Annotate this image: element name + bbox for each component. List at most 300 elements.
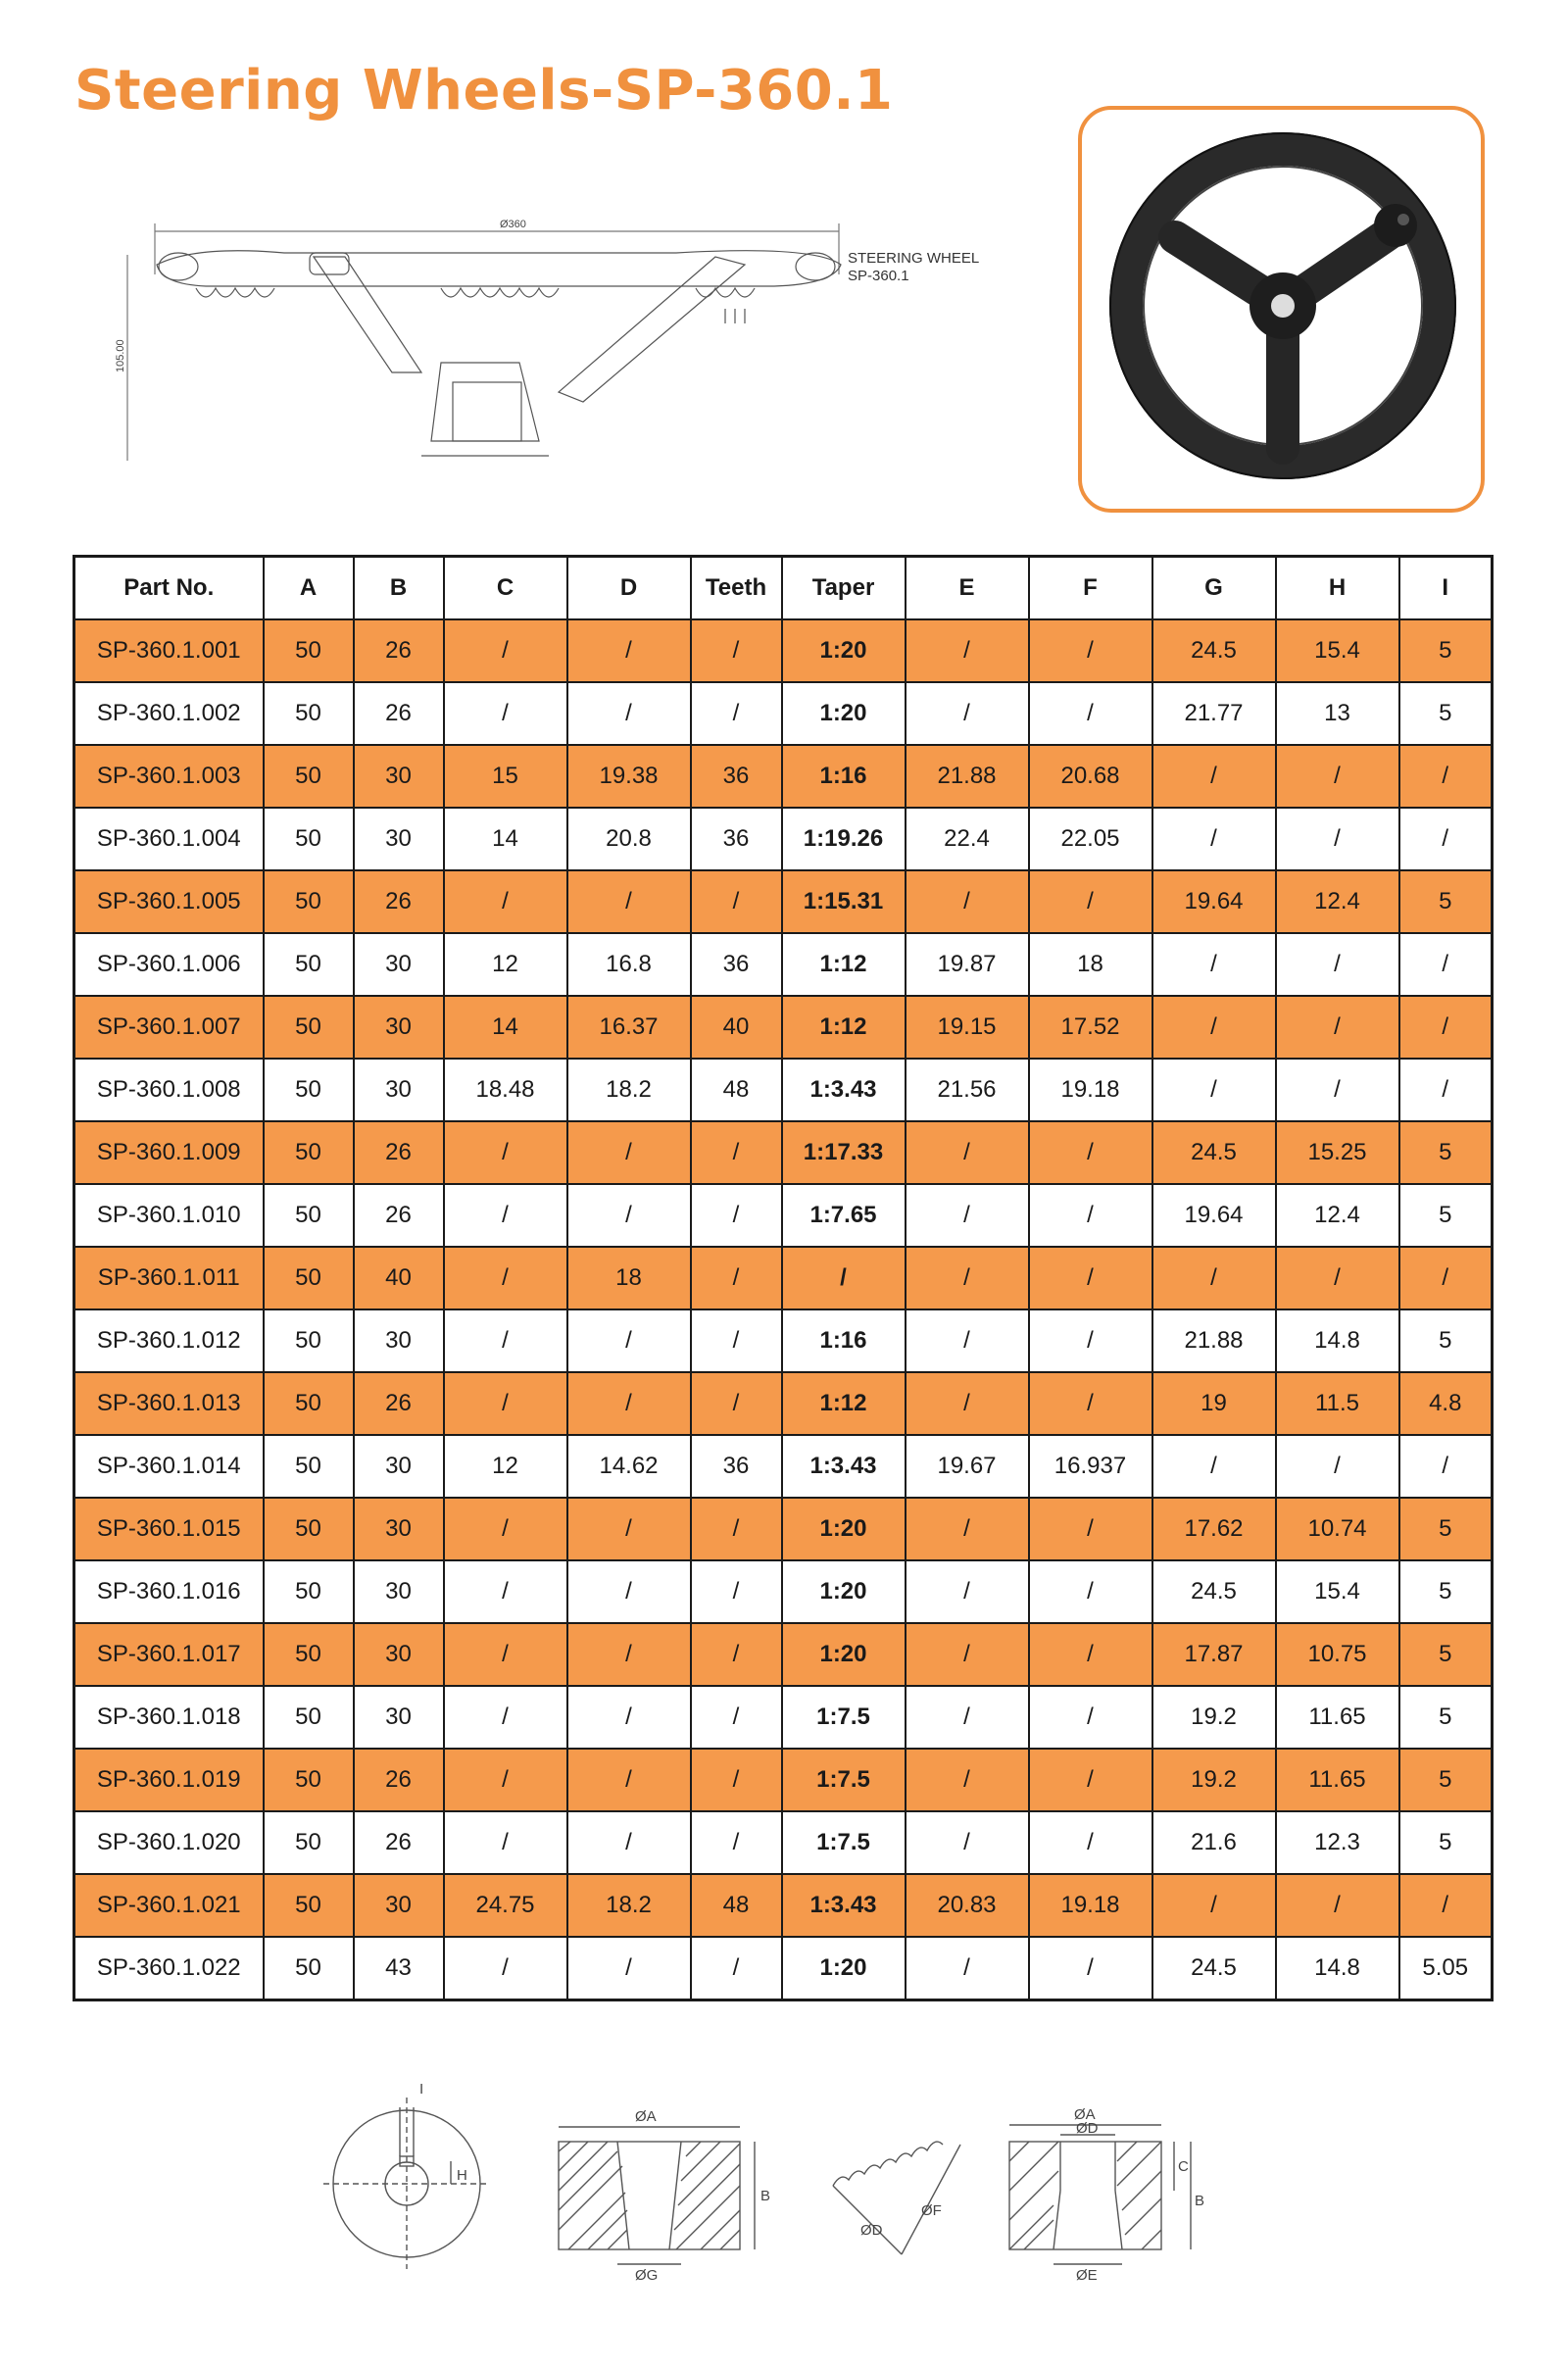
table-cell: / [1152,1874,1276,1937]
table-cell: 36 [691,745,782,808]
table-cell: / [1399,1435,1493,1498]
steering-wheel-image [1082,110,1481,509]
table-cell: SP-360.1.019 [74,1749,264,1811]
table-cell: 16.37 [567,996,691,1059]
table-cell: 5 [1399,682,1493,745]
table-cell: 14 [444,996,567,1059]
table-cell: SP-360.1.017 [74,1623,264,1686]
table-cell: 1:20 [782,1560,906,1623]
table-cell: 1:20 [782,1937,906,2000]
table-cell: 30 [354,1686,444,1749]
table-cell: 1:20 [782,1623,906,1686]
table-row [74,1937,1493,2000]
table-cell: 30 [354,1874,444,1937]
table-cell: 17.87 [1152,1623,1276,1686]
table-cell: 50 [264,682,354,745]
label-d2: ØD [1076,2120,1099,2137]
table-cell: / [691,1937,782,2000]
table-cell: SP-360.1.010 [74,1184,264,1247]
table-cell: / [444,619,567,682]
table-row [74,933,1493,996]
table-cell: / [444,1247,567,1309]
table-row [74,1874,1493,1937]
table-row [74,1372,1493,1435]
table-cell: 19.67 [906,1435,1029,1498]
table-cell: 50 [264,1498,354,1560]
label-f: ØF [921,2202,942,2219]
table-cell: 20.8 [567,808,691,870]
table-cell: / [567,1937,691,2000]
table-cell: 21.88 [906,745,1029,808]
table-cell: / [1029,1686,1152,1749]
table-cell: / [1152,996,1276,1059]
spec-table [73,555,1494,2001]
table-cell: 19.2 [1152,1686,1276,1749]
table-cell: / [1029,1623,1152,1686]
table-cell: / [444,1937,567,2000]
header-cell: H [1276,557,1399,620]
table-cell: 40 [354,1247,444,1309]
table-cell: 50 [264,1372,354,1435]
table-cell: / [906,1937,1029,2000]
table-cell: 50 [264,1686,354,1749]
table-cell: / [1029,1121,1152,1184]
table-cell: / [906,1309,1029,1372]
table-cell: / [1029,619,1152,682]
table-cell: / [1276,1247,1399,1309]
table-cell: 26 [354,1749,444,1811]
label-i: I [419,2081,424,2098]
table-cell: 12 [444,933,567,996]
header-cell: B [354,557,444,620]
table-cell: / [567,682,691,745]
table-cell: 10.75 [1276,1623,1399,1686]
table-cell: / [1399,1874,1493,1937]
table-cell: 19.18 [1029,1059,1152,1121]
table-cell: 30 [354,1309,444,1372]
table-cell: 11.65 [1276,1749,1399,1811]
table-cell: 1:20 [782,682,906,745]
table-row [74,996,1493,1059]
table-cell: 14 [444,808,567,870]
table-cell: 26 [354,682,444,745]
table-row [74,1623,1493,1686]
table-cell: / [444,1749,567,1811]
diameter-dimension: Ø360 [500,219,526,230]
table-cell: 19.15 [906,996,1029,1059]
table-cell: 20.68 [1029,745,1152,808]
table-cell: 30 [354,996,444,1059]
table-cell: / [1029,1560,1152,1623]
table-cell: / [567,1309,691,1372]
table-cell: SP-360.1.003 [74,745,264,808]
table-cell: 5 [1399,1560,1493,1623]
table-cell: 5 [1399,619,1493,682]
table-cell: 50 [264,933,354,996]
table-cell: 48 [691,1874,782,1937]
table-row [74,1309,1493,1372]
table-cell: 1:3.43 [782,1059,906,1121]
table-row [74,1811,1493,1874]
table-cell: / [1276,1435,1399,1498]
table-cell: / [691,870,782,933]
table-cell: 19.64 [1152,1184,1276,1247]
table-row [74,1749,1493,1811]
table-cell: SP-360.1.013 [74,1372,264,1435]
label-a2: ØA [1074,2106,1096,2123]
header-cell: G [1152,557,1276,620]
table-cell: / [691,682,782,745]
table-cell: 50 [264,619,354,682]
table-cell: / [567,1560,691,1623]
table-cell: 5.05 [1399,1937,1493,2000]
table-cell: / [906,1121,1029,1184]
table-cell: SP-360.1.007 [74,996,264,1059]
table-cell: 1:16 [782,745,906,808]
table-cell: 48 [691,1059,782,1121]
table-cell: 1:7.5 [782,1749,906,1811]
header-cell: Teeth [691,557,782,620]
table-cell: 12.4 [1276,870,1399,933]
table-cell: / [1029,1498,1152,1560]
table-cell: 30 [354,808,444,870]
table-cell: 21.56 [906,1059,1029,1121]
table-cell: / [906,1560,1029,1623]
drawing-label-line1: STEERING WHEEL [848,250,980,267]
table-cell: / [567,1372,691,1435]
table-cell: SP-360.1.022 [74,1937,264,2000]
table-cell: 13 [1276,682,1399,745]
table-cell: 21.77 [1152,682,1276,745]
table-cell: 50 [264,1623,354,1686]
table-cell: / [1399,933,1493,996]
table-cell: SP-360.1.018 [74,1686,264,1749]
table-cell: / [691,1184,782,1247]
table-cell: 50 [264,1874,354,1937]
table-row [74,1435,1493,1498]
label-b2: B [1195,2193,1205,2209]
table-cell: / [1029,1811,1152,1874]
table-cell: / [906,1686,1029,1749]
table-cell: SP-360.1.008 [74,1059,264,1121]
table-cell: 43 [354,1937,444,2000]
table-row [74,682,1493,745]
technical-drawing [88,216,1029,480]
table-cell: / [1152,808,1276,870]
header-cell: C [444,557,567,620]
table-row [74,1059,1493,1121]
table-cell: 26 [354,1121,444,1184]
table-cell: / [444,1686,567,1749]
table-cell: / [1276,1059,1399,1121]
table-cell: 14.8 [1276,1937,1399,2000]
table-cell: 1:16 [782,1309,906,1372]
table-cell: 30 [354,1623,444,1686]
table-cell: 5 [1399,1184,1493,1247]
table-cell: 50 [264,1121,354,1184]
table-cell: SP-360.1.006 [74,933,264,996]
table-cell: 16.937 [1029,1435,1152,1498]
header-cell: E [906,557,1029,620]
table-cell: / [1152,745,1276,808]
label-g: ØG [635,2267,659,2284]
table-cell: 24.5 [1152,1937,1276,2000]
table-cell: 50 [264,745,354,808]
header-cell: Part No. [74,557,264,620]
table-cell: / [567,1749,691,1811]
table-cell: 50 [264,1435,354,1498]
table-row [74,1121,1493,1184]
table-row [74,1686,1493,1749]
table-cell: 1:20 [782,1498,906,1560]
table-cell: / [567,1811,691,1874]
table-cell: / [906,1811,1029,1874]
table-cell: 30 [354,1498,444,1560]
table-cell: 12.3 [1276,1811,1399,1874]
table-row [74,1498,1493,1560]
table-cell: / [1029,1309,1152,1372]
table-cell: / [906,682,1029,745]
table-cell: 40 [691,996,782,1059]
table-cell: 50 [264,808,354,870]
table-cell: 5 [1399,1623,1493,1686]
table-cell: 24.5 [1152,1121,1276,1184]
table-cell: / [444,1560,567,1623]
table-cell: / [691,1498,782,1560]
table-cell: 50 [264,1247,354,1309]
table-cell: / [1152,933,1276,996]
label-e: ØE [1076,2267,1098,2284]
header-cell: I [1399,557,1493,620]
table-cell: SP-360.1.005 [74,870,264,933]
table-cell: / [1029,1247,1152,1309]
table-cell: / [1152,1247,1276,1309]
table-cell: / [444,1309,567,1372]
table-cell: SP-360.1.020 [74,1811,264,1874]
table-cell: / [567,1686,691,1749]
table-cell: SP-360.1.011 [74,1247,264,1309]
table-cell: 24.5 [1152,619,1276,682]
header-cell: F [1029,557,1152,620]
table-cell: / [906,619,1029,682]
table-cell: 18.48 [444,1059,567,1121]
table-cell: 5 [1399,1121,1493,1184]
table-cell: / [691,1811,782,1874]
table-cell: 19.38 [567,745,691,808]
table-cell: 1:7.65 [782,1184,906,1247]
table-cell: 15.4 [1276,619,1399,682]
table-cell: / [567,1184,691,1247]
table-cell: / [1029,682,1152,745]
table-cell: / [1276,1874,1399,1937]
table-cell: 17.62 [1152,1498,1276,1560]
table-cell: 18 [1029,933,1152,996]
table-cell: 50 [264,1937,354,2000]
table-cell: 50 [264,996,354,1059]
table-cell: 26 [354,1372,444,1435]
table-cell: / [906,1749,1029,1811]
table-cell: 26 [354,870,444,933]
table-cell: / [691,1247,782,1309]
table-cell: 24.75 [444,1874,567,1937]
table-cell: 18 [567,1247,691,1309]
table-cell: / [1029,1937,1152,2000]
table-body [74,619,1493,2000]
table-cell: SP-360.1.002 [74,682,264,745]
table-cell: / [567,1121,691,1184]
header-cell: Taper [782,557,906,620]
table-cell: SP-360.1.001 [74,619,264,682]
table-cell: / [906,1372,1029,1435]
table-cell: 30 [354,1560,444,1623]
product-photo-frame [1078,106,1485,513]
label-c: C [1178,2158,1189,2175]
table-cell: / [906,1623,1029,1686]
height-dimension: 105.00 [115,339,126,372]
header-cell: A [264,557,354,620]
table-cell: 5 [1399,1811,1493,1874]
table-cell: / [444,870,567,933]
table-cell: / [1276,745,1399,808]
drawing-label-line2: SP-360.1 [848,268,909,284]
table-cell: 4.8 [1399,1372,1493,1435]
table-cell: SP-360.1.004 [74,808,264,870]
table-cell: 1:12 [782,1372,906,1435]
table-cell: 30 [354,933,444,996]
table-cell: 50 [264,1749,354,1811]
table-cell: / [444,1184,567,1247]
table-cell: 21.88 [1152,1309,1276,1372]
table-cell: / [1399,808,1493,870]
table-cell: / [567,1498,691,1560]
table-cell: / [444,1498,567,1560]
table-cell: 50 [264,1059,354,1121]
table-cell: 22.05 [1029,808,1152,870]
table-cell: / [1399,745,1493,808]
table-cell: / [1029,1372,1152,1435]
table-cell: 15 [444,745,567,808]
table-cell: / [567,619,691,682]
table-cell: / [1399,1059,1493,1121]
table-cell: 50 [264,870,354,933]
table-cell: 50 [264,1184,354,1247]
table-cell: / [1276,933,1399,996]
table-cell: / [691,1560,782,1623]
table-cell: / [1276,808,1399,870]
table-cell: 30 [354,1059,444,1121]
table-cell: 19.64 [1152,870,1276,933]
table-cell: 30 [354,745,444,808]
table-header-row [74,557,1493,620]
table-cell: 14.62 [567,1435,691,1498]
table-cell: SP-360.1.021 [74,1874,264,1937]
table-cell: 36 [691,933,782,996]
table-cell: / [1029,1749,1152,1811]
table-cell: SP-360.1.014 [74,1435,264,1498]
table-row [74,1184,1493,1247]
table-cell: 36 [691,1435,782,1498]
table-cell: / [691,619,782,682]
table-cell: / [567,870,691,933]
table-cell: / [1399,996,1493,1059]
table-cell: 50 [264,1560,354,1623]
table-cell: 19 [1152,1372,1276,1435]
table-cell: SP-360.1.009 [74,1121,264,1184]
table-cell: 12.4 [1276,1184,1399,1247]
table-cell: / [444,1121,567,1184]
table-cell: 36 [691,808,782,870]
table-row [74,1247,1493,1309]
table-cell: 26 [354,1184,444,1247]
table-cell: 5 [1399,1498,1493,1560]
table-cell: 1:7.5 [782,1811,906,1874]
label-b1: B [760,2188,771,2204]
table-cell: / [444,682,567,745]
table-cell: / [1152,1435,1276,1498]
table-cell: 16.8 [567,933,691,996]
table-cell: / [444,1623,567,1686]
table-cell: / [567,1623,691,1686]
table-cell: 11.5 [1276,1372,1399,1435]
table-cell: 30 [354,1435,444,1498]
table-row [74,745,1493,808]
table-cell: 22.4 [906,808,1029,870]
table-cell: 1:3.43 [782,1435,906,1498]
table-cell: 20.83 [906,1874,1029,1937]
table-cell: / [906,870,1029,933]
table-cell: 1:12 [782,996,906,1059]
table-cell: / [691,1749,782,1811]
table-cell: 1:7.5 [782,1686,906,1749]
table-cell: / [444,1372,567,1435]
table-cell: 15.25 [1276,1121,1399,1184]
table-cell: 1:19.26 [782,808,906,870]
table-cell: 10.74 [1276,1498,1399,1560]
table-cell: / [906,1247,1029,1309]
table-row [74,1560,1493,1623]
header-cell: D [567,557,691,620]
table-cell: 14.8 [1276,1309,1399,1372]
table-row [74,808,1493,870]
table-cell: / [691,1623,782,1686]
page-title: Steering Wheels-SP-360.1 [74,59,894,123]
table-cell: 26 [354,1811,444,1874]
table-cell: 1:12 [782,933,906,996]
table-cell: 1:20 [782,619,906,682]
table-cell: 50 [264,1309,354,1372]
label-d1: ØD [860,2222,883,2239]
table-cell: 15.4 [1276,1560,1399,1623]
table-cell: SP-360.1.015 [74,1498,264,1560]
table-cell: / [1152,1059,1276,1121]
table-cell: / [1029,870,1152,933]
label-h: H [457,2167,467,2184]
table-cell: 26 [354,619,444,682]
table-cell: / [1029,1184,1152,1247]
table-cell: / [782,1247,906,1309]
table-cell: / [691,1686,782,1749]
table-cell: 18.2 [567,1874,691,1937]
table-cell: / [1276,996,1399,1059]
table-cell: 21.6 [1152,1811,1276,1874]
table-cell: 5 [1399,870,1493,933]
table-cell: 1:3.43 [782,1874,906,1937]
table-cell: SP-360.1.012 [74,1309,264,1372]
label-a1: ØA [635,2108,657,2125]
table-cell: / [1399,1247,1493,1309]
table-cell: / [691,1309,782,1372]
table-cell: 5 [1399,1309,1493,1372]
